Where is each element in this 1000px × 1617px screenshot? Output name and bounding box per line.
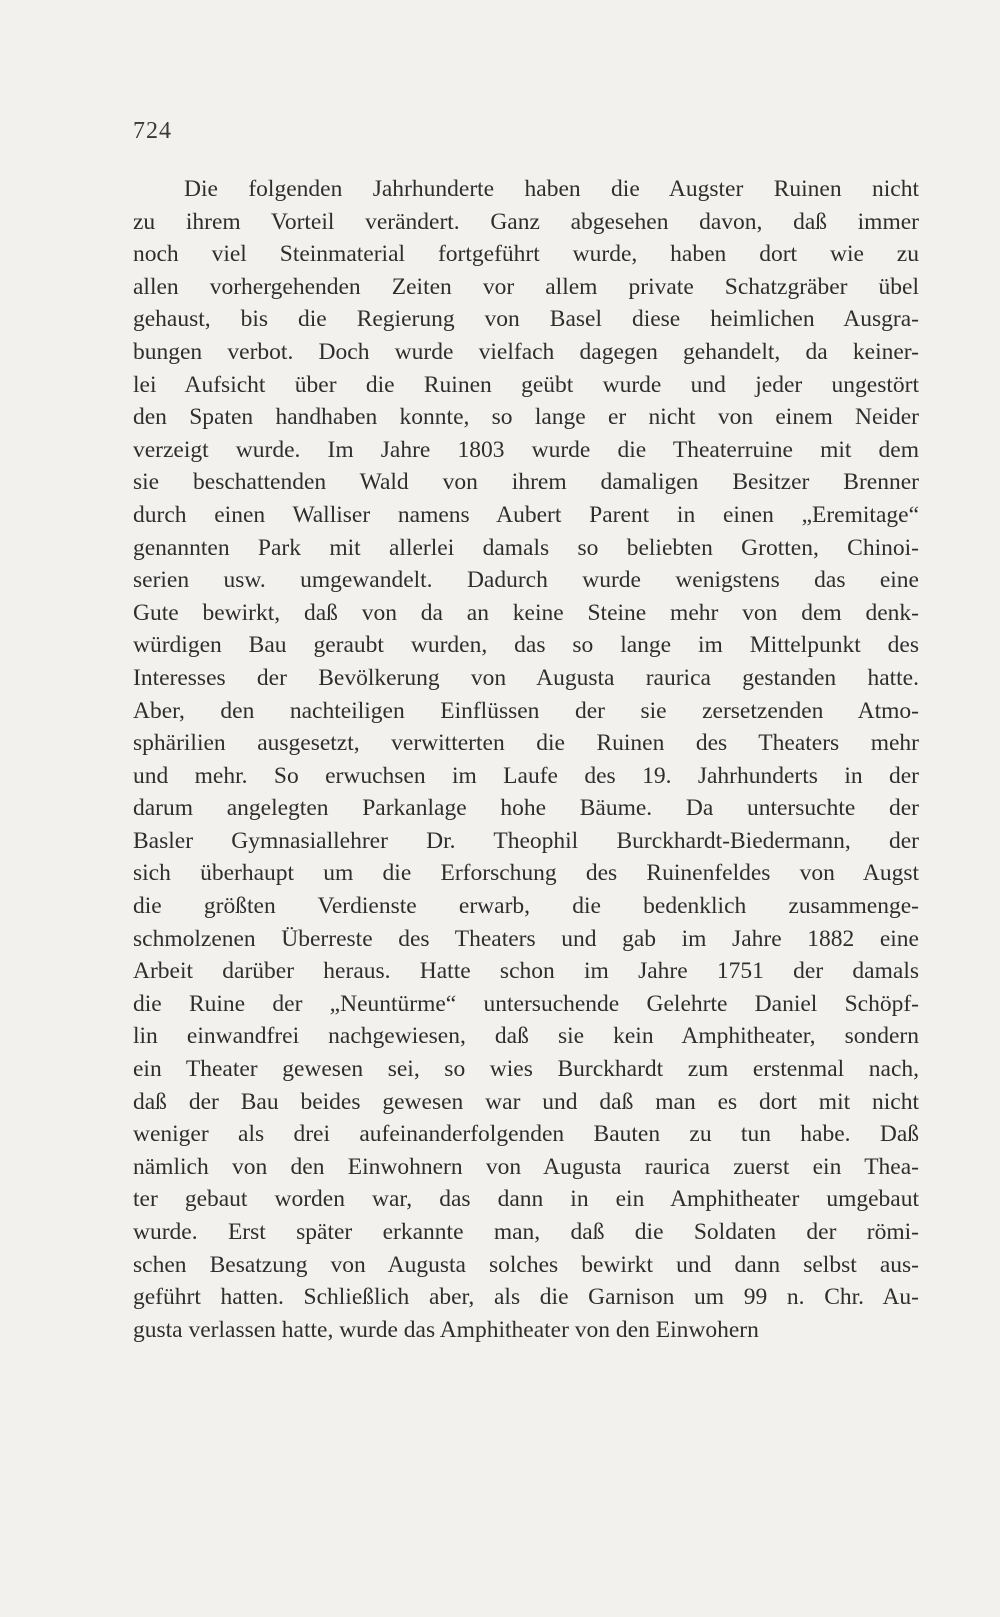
text-line: Aber, den nachteiligen Einflüssen der sie zersetzenden Atmo- (133, 697, 919, 724)
text-line: lei Aufsicht über die Ruinen geübt wurde und jeder ungestört (133, 371, 919, 398)
body-paragraph (133, 173, 919, 1346)
page-number: 724 (133, 118, 172, 144)
text-line: Die folgenden Jahrhunderte haben die Augster Ruinen nicht (184, 176, 919, 202)
text-line: Interesses der Bevölkerung von Augusta raurica gestanden hatte. (133, 664, 919, 691)
text-line: Basler Gymnasiallehrer Dr. Theophil Burckhardt-Biedermann, der (133, 827, 919, 854)
text-line: genannten Park mit allerlei damals so beliebten Grotten, Chinoi- (133, 534, 919, 561)
text-line: nämlich von den Einwohnern von Augusta raurica zuerst ein Thea- (133, 1153, 919, 1180)
text-line: sphärilien ausgesetzt, verwitterten die Ruinen des Theaters mehr (133, 730, 919, 757)
text-line: wurde. Erst später erkannte man, daß die Soldaten der römi- (133, 1219, 919, 1245)
text-line: würdigen Bau geraubt wurden, das so lange im Mittelpunkt des (133, 632, 919, 659)
text-line: den Spaten handhaben konnte, so lange er nicht von einem Neider (133, 404, 919, 431)
text-line: gusta verlassen hatte, wurde das Amphitheater von den Einwohern (133, 1316, 759, 1343)
text-line: sich überhaupt um die Erforschung des Ruinenfeldes von Augst (133, 860, 919, 887)
text-line: bungen verbot. Doch wurde vielfach dagegen gehandelt, da keiner- (133, 338, 919, 365)
text-line: die größten Verdienste erwarb, die bedenklich zusammenge- (133, 893, 919, 920)
text-line: noch viel Steinmaterial fortgeführt wurde, haben dort wie zu (133, 241, 919, 268)
text-line: durch einen Walliser namens Aubert Parent in einen „Eremitage“ (133, 501, 919, 528)
text-line: allen vorhergehenden Zeiten vor allem private Schatzgräber übel (133, 273, 919, 300)
text-line: verzeigt wurde. Im Jahre 1803 wurde die Theaterruine mit dem (133, 436, 919, 463)
text-line: weniger als drei aufeinanderfolgenden Bauten zu tun habe. Daß (133, 1121, 919, 1148)
text-line: lin einwandfrei nachgewiesen, daß sie kein Amphitheater, sondern (133, 1023, 919, 1050)
text-line: die Ruine der „Neuntürme“ untersuchende Gelehrte Daniel Schöpf- (133, 990, 919, 1017)
text-line: ter gebaut worden war, das dann in ein Amphitheater umgebaut (133, 1186, 919, 1213)
text-line: Gute bewirkt, daß von da an keine Steine mehr von dem denk- (133, 599, 919, 626)
text-line: Arbeit darüber heraus. Hatte schon im Jahre 1751 der damals (133, 958, 919, 985)
text-line: schmolzenen Überreste des Theaters und gab im Jahre 1882 eine (133, 925, 919, 952)
text-line: daß der Bau beides gewesen war und daß man es dort mit nicht (133, 1088, 919, 1115)
text-line: sie beschattenden Wald von ihrem damaligen Besitzer Brenner (133, 469, 919, 496)
text-line: ein Theater gewesen sei, so wies Burckhardt zum erstenmal nach, (133, 1056, 919, 1083)
text-line: gehaust, bis die Regierung von Basel diese heimlichen Ausgra- (133, 306, 919, 333)
text-line: serien usw. umgewandelt. Dadurch wurde wenigstens das eine (133, 567, 919, 594)
text-line: schen Besatzung von Augusta solches bewirkt und dann selbst aus- (133, 1251, 919, 1278)
text-line: und mehr. So erwuchsen im Laufe des 19. Jahrhunderts in der (133, 762, 919, 789)
text-line: geführt hatten. Schließlich aber, als die Garnison um 99 n. Chr. Au- (133, 1284, 919, 1311)
text-line: darum angelegten Parkanlage hohe Bäume. Da untersuchte der (133, 795, 919, 822)
text-line: zu ihrem Vorteil verändert. Ganz abgesehen davon, daß immer (133, 208, 919, 235)
